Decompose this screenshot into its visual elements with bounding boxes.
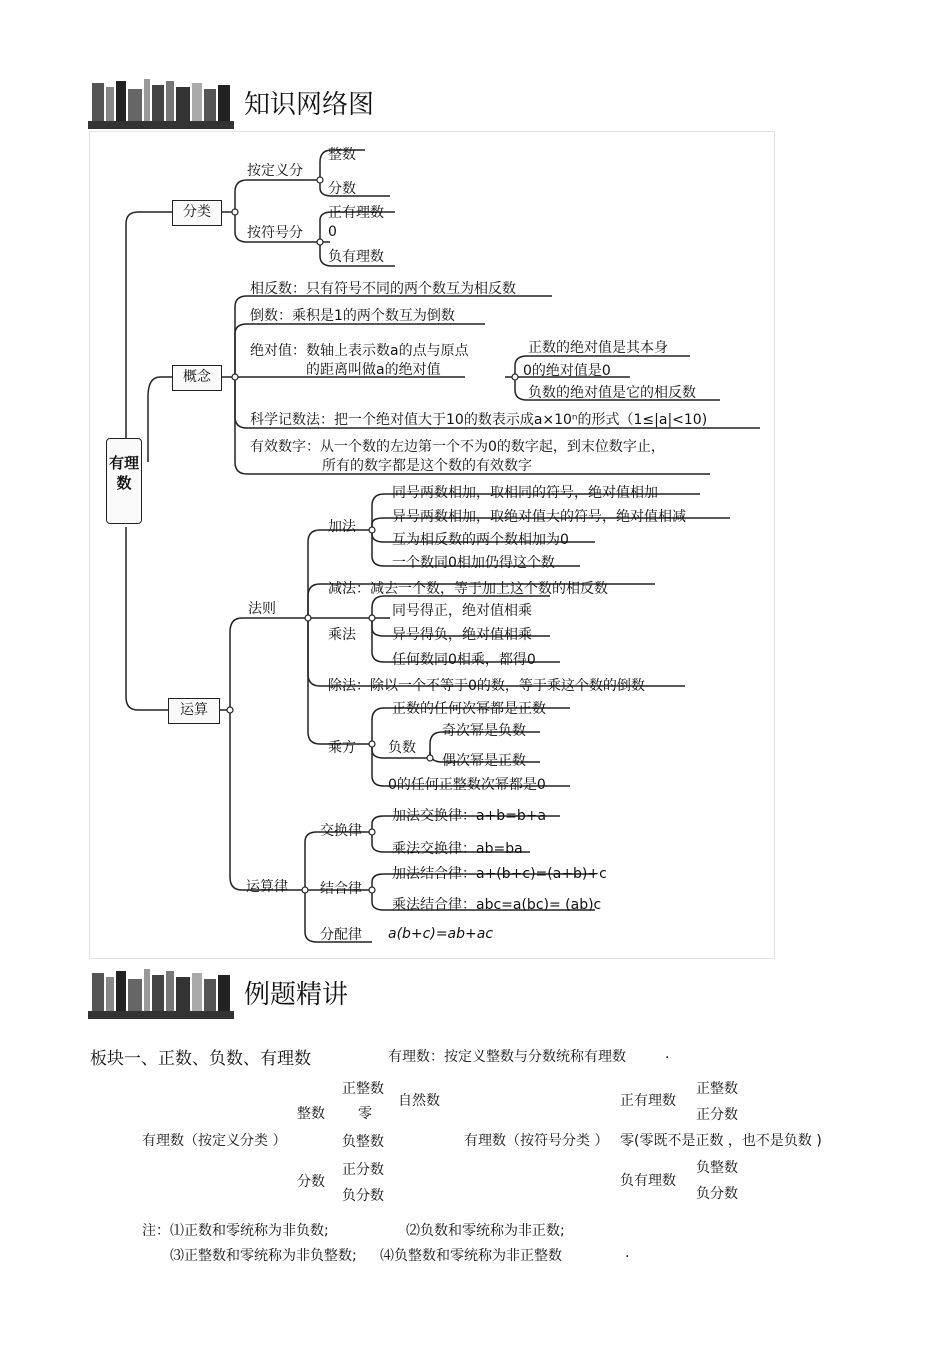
- node-significant-line1: 有效数字：从一个数的左边第一个不为0的数字起，到末位数字止，: [250, 439, 665, 455]
- node-distributive: 分配律: [320, 927, 362, 943]
- node-mul-commutative: 乘法交换律：ab=ba: [392, 841, 523, 857]
- node-by-sign: 按符号分: [247, 225, 303, 241]
- node-significant-line2: 所有的数字都是这个数的有效数字: [322, 458, 532, 474]
- node-negative-rational: 负有理数: [328, 249, 384, 265]
- node-subtraction: 减法：减去一个数，等于加上这个数的相反数: [328, 581, 608, 597]
- left-integer: 整数: [297, 1106, 325, 1122]
- note-period: .: [625, 1245, 630, 1261]
- node-addition: 加法: [328, 519, 356, 535]
- section-title-knowledge-map: 知识网络图: [244, 90, 375, 120]
- node-add-associative: 加法结合律：a+(b+c)=(a+b)+c: [392, 866, 607, 882]
- right-root: 有理数（按符号分类 ）: [464, 1133, 609, 1149]
- left-neg-int: 负整数: [342, 1134, 384, 1150]
- node-by-definition: 按定义分: [247, 163, 303, 179]
- note-1: 注：⑴正数和零统称为非负数;: [142, 1223, 329, 1239]
- node-associative: 结合律: [320, 881, 362, 897]
- node-add-commutative: 加法交换律：a+b=b+a: [392, 808, 547, 824]
- left-pos-int: 正整数: [342, 1081, 384, 1097]
- node-mul-rule-2: 异号得负，绝对值相乘: [392, 627, 532, 643]
- node-operation: 运算: [168, 698, 220, 724]
- node-abs-positive: 正数的绝对值是其本身: [528, 340, 668, 356]
- knowledge-map: [89, 131, 775, 959]
- left-pos-frac: 正分数: [342, 1162, 384, 1178]
- left-root: 有理数（按定义分类 ）: [142, 1133, 287, 1149]
- right-neg-frac: 负分数: [696, 1186, 738, 1202]
- node-scientific-notation: 科学记数法：把一个绝对值大于10的数表示成a×10ⁿ的形式（1≤|a|<10): [250, 412, 708, 428]
- node-add-rule-2: 异号两数相加，取绝对值大的符号，绝对值相减: [392, 509, 686, 525]
- node-abs-zero: 0的绝对值是0: [523, 363, 611, 379]
- node-positive-rational: 正有理数: [328, 205, 384, 221]
- bookshelf-icon: [88, 75, 234, 129]
- node-power-negative: 负数: [388, 740, 416, 756]
- map-root: 有理数: [106, 438, 142, 524]
- node-classify: 分类: [172, 200, 222, 226]
- bookshelf-icon: [88, 965, 234, 1019]
- node-multiplication: 乘法: [328, 627, 356, 643]
- node-zero: 0: [328, 224, 337, 240]
- right-neg-rational: 负有理数: [620, 1173, 676, 1189]
- node-add-rule-4: 一个数同0相加仍得这个数: [392, 555, 555, 571]
- node-absolute-value-line1: 绝对值：数轴上表示数a的点与原点: [250, 343, 469, 359]
- right-zero: 零(零既不是正数 ，也不是负数 ): [620, 1133, 822, 1149]
- node-mul-rule-1: 同号得正，绝对值相乘: [392, 603, 532, 619]
- node-reciprocal: 倒数：乘积是1的两个数互为倒数: [250, 308, 455, 324]
- definition-period: .: [665, 1046, 670, 1062]
- node-mul-rule-3: 任何数同0相乘，都得0: [392, 652, 536, 668]
- node-absolute-value-line2: 的距离叫做a的绝对值: [306, 362, 441, 378]
- note-3: ⑶正整数和零统称为非负整数;: [170, 1248, 357, 1264]
- node-add-rule-1: 同号两数相加，取相同的符号，绝对值相加: [392, 485, 658, 501]
- node-distributive-formula: a(b+c)=ab+ac: [388, 926, 494, 942]
- right-pos-frac: 正分数: [696, 1107, 738, 1123]
- node-commutative: 交换律: [320, 823, 362, 839]
- right-neg-int: 负整数: [696, 1160, 738, 1176]
- rational-definition: 有理数：按定义整数与分数统称有理数: [388, 1049, 626, 1065]
- node-mul-associative: 乘法结合律：abc=a(bc)= (ab)c: [392, 897, 602, 913]
- note-2: ⑵负数和零统称为非正数;: [406, 1223, 565, 1239]
- block-title: 板块一、正数、负数、有理数: [90, 1049, 311, 1069]
- left-natural: 自然数: [398, 1093, 440, 1109]
- node-power-zero: 0的任何正整数次幂都是0: [388, 777, 546, 793]
- node-opposite: 相反数：只有符号不同的两个数互为相反数: [250, 281, 516, 297]
- node-abs-negative: 负数的绝对值是它的相反数: [528, 385, 696, 401]
- node-concept: 概念: [172, 365, 222, 391]
- node-integer: 整数: [328, 147, 356, 163]
- node-power-even: 偶次幂是正数: [442, 753, 526, 769]
- node-power: 乘方: [328, 740, 356, 756]
- node-laws: 运算律: [246, 879, 288, 895]
- node-fraction: 分数: [328, 181, 356, 197]
- left-fraction: 分数: [297, 1174, 325, 1190]
- left-neg-frac: 负分数: [342, 1188, 384, 1204]
- node-add-rule-3: 互为相反数的两个数相加为0: [392, 532, 569, 548]
- right-pos-int: 正整数: [696, 1081, 738, 1097]
- node-rules: 法则: [248, 601, 276, 617]
- node-division: 除法：除以一个不等于0的数，等于乘这个数的倒数: [328, 678, 645, 694]
- section-title-examples: 例题精讲: [244, 980, 349, 1010]
- node-power-positive: 正数的任何次幂都是正数: [392, 701, 546, 717]
- left-zero: 零: [358, 1106, 372, 1122]
- note-4: ⑷负整数和零统称为非正整数: [380, 1248, 562, 1264]
- node-power-odd: 奇次幂是负数: [442, 723, 526, 739]
- right-pos-rational: 正有理数: [620, 1093, 676, 1109]
